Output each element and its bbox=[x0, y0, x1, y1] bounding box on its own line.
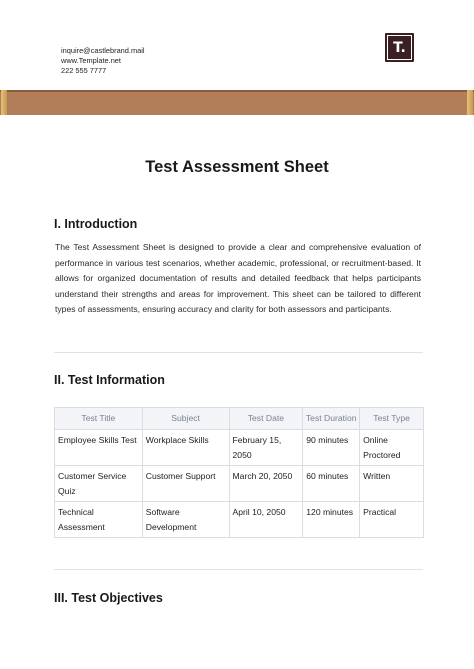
section-heading-test-information: II. Test Information bbox=[54, 373, 165, 387]
introduction-paragraph: The Test Assessment Sheet is designed to provide a clear and comprehensive evaluation of performance in various test scenarios, whether academic, professional, or recruitment-based. It allows for organized documentation of results and detailed feedback that helps participants understand their strengths and areas for improvement. This sheet can be tailored to different types of assessments, ensuring accuracy and clarity for both assessors and participants. bbox=[55, 242, 421, 314]
cell-test-type: Practical bbox=[360, 502, 424, 538]
cell-test-title: Customer Service Quiz bbox=[55, 466, 143, 502]
column-header-subject: Subject bbox=[142, 408, 229, 430]
contact-info bbox=[61, 46, 145, 76]
header-band bbox=[0, 90, 474, 115]
table-header-row bbox=[55, 408, 424, 430]
column-header-test-title: Test Title bbox=[55, 408, 143, 430]
table-row bbox=[55, 466, 424, 502]
cell-subject: Software Development bbox=[142, 502, 229, 538]
column-header-test-date: Test Date bbox=[229, 408, 303, 430]
test-information-table bbox=[54, 407, 424, 538]
section-divider bbox=[54, 352, 423, 353]
logo-letter: T. bbox=[387, 35, 412, 60]
column-header-test-duration: Test Duration bbox=[303, 408, 360, 430]
cell-subject: Workplace Skills bbox=[142, 430, 229, 466]
cell-subject: Customer Support bbox=[142, 466, 229, 502]
band-post-right bbox=[467, 90, 473, 115]
cell-test-date: February 15, 2050 bbox=[229, 430, 303, 466]
cell-test-title: Technical Assessment bbox=[55, 502, 143, 538]
company-logo bbox=[385, 33, 414, 62]
cell-test-title: Employee Skills Test bbox=[55, 430, 143, 466]
contact-website: www.Template.net bbox=[61, 56, 121, 65]
band-post-left bbox=[1, 90, 7, 115]
cell-test-date: March 20, 2050 bbox=[229, 466, 303, 502]
section-heading-test-objectives: III. Test Objectives bbox=[54, 591, 163, 605]
column-header-test-type: Test Type bbox=[360, 408, 424, 430]
cell-test-type: Written bbox=[360, 466, 424, 502]
cell-test-date: April 10, 2050 bbox=[229, 502, 303, 538]
contact-phone: 222 555 7777 bbox=[61, 66, 107, 75]
table-row bbox=[55, 430, 424, 466]
cell-test-duration: 120 minutes bbox=[303, 502, 360, 538]
table-row bbox=[55, 502, 424, 538]
section-heading-introduction: I. Introduction bbox=[54, 217, 138, 231]
cell-test-duration: 60 minutes bbox=[303, 466, 360, 502]
cell-test-duration: 90 minutes bbox=[303, 430, 360, 466]
document-title: Test Assessment Sheet bbox=[145, 158, 329, 176]
cell-test-type: Online Proctored bbox=[360, 430, 424, 466]
band-fill bbox=[0, 92, 474, 115]
section-divider bbox=[54, 569, 423, 570]
contact-email: inquire@castlebrand.mail bbox=[61, 46, 145, 55]
